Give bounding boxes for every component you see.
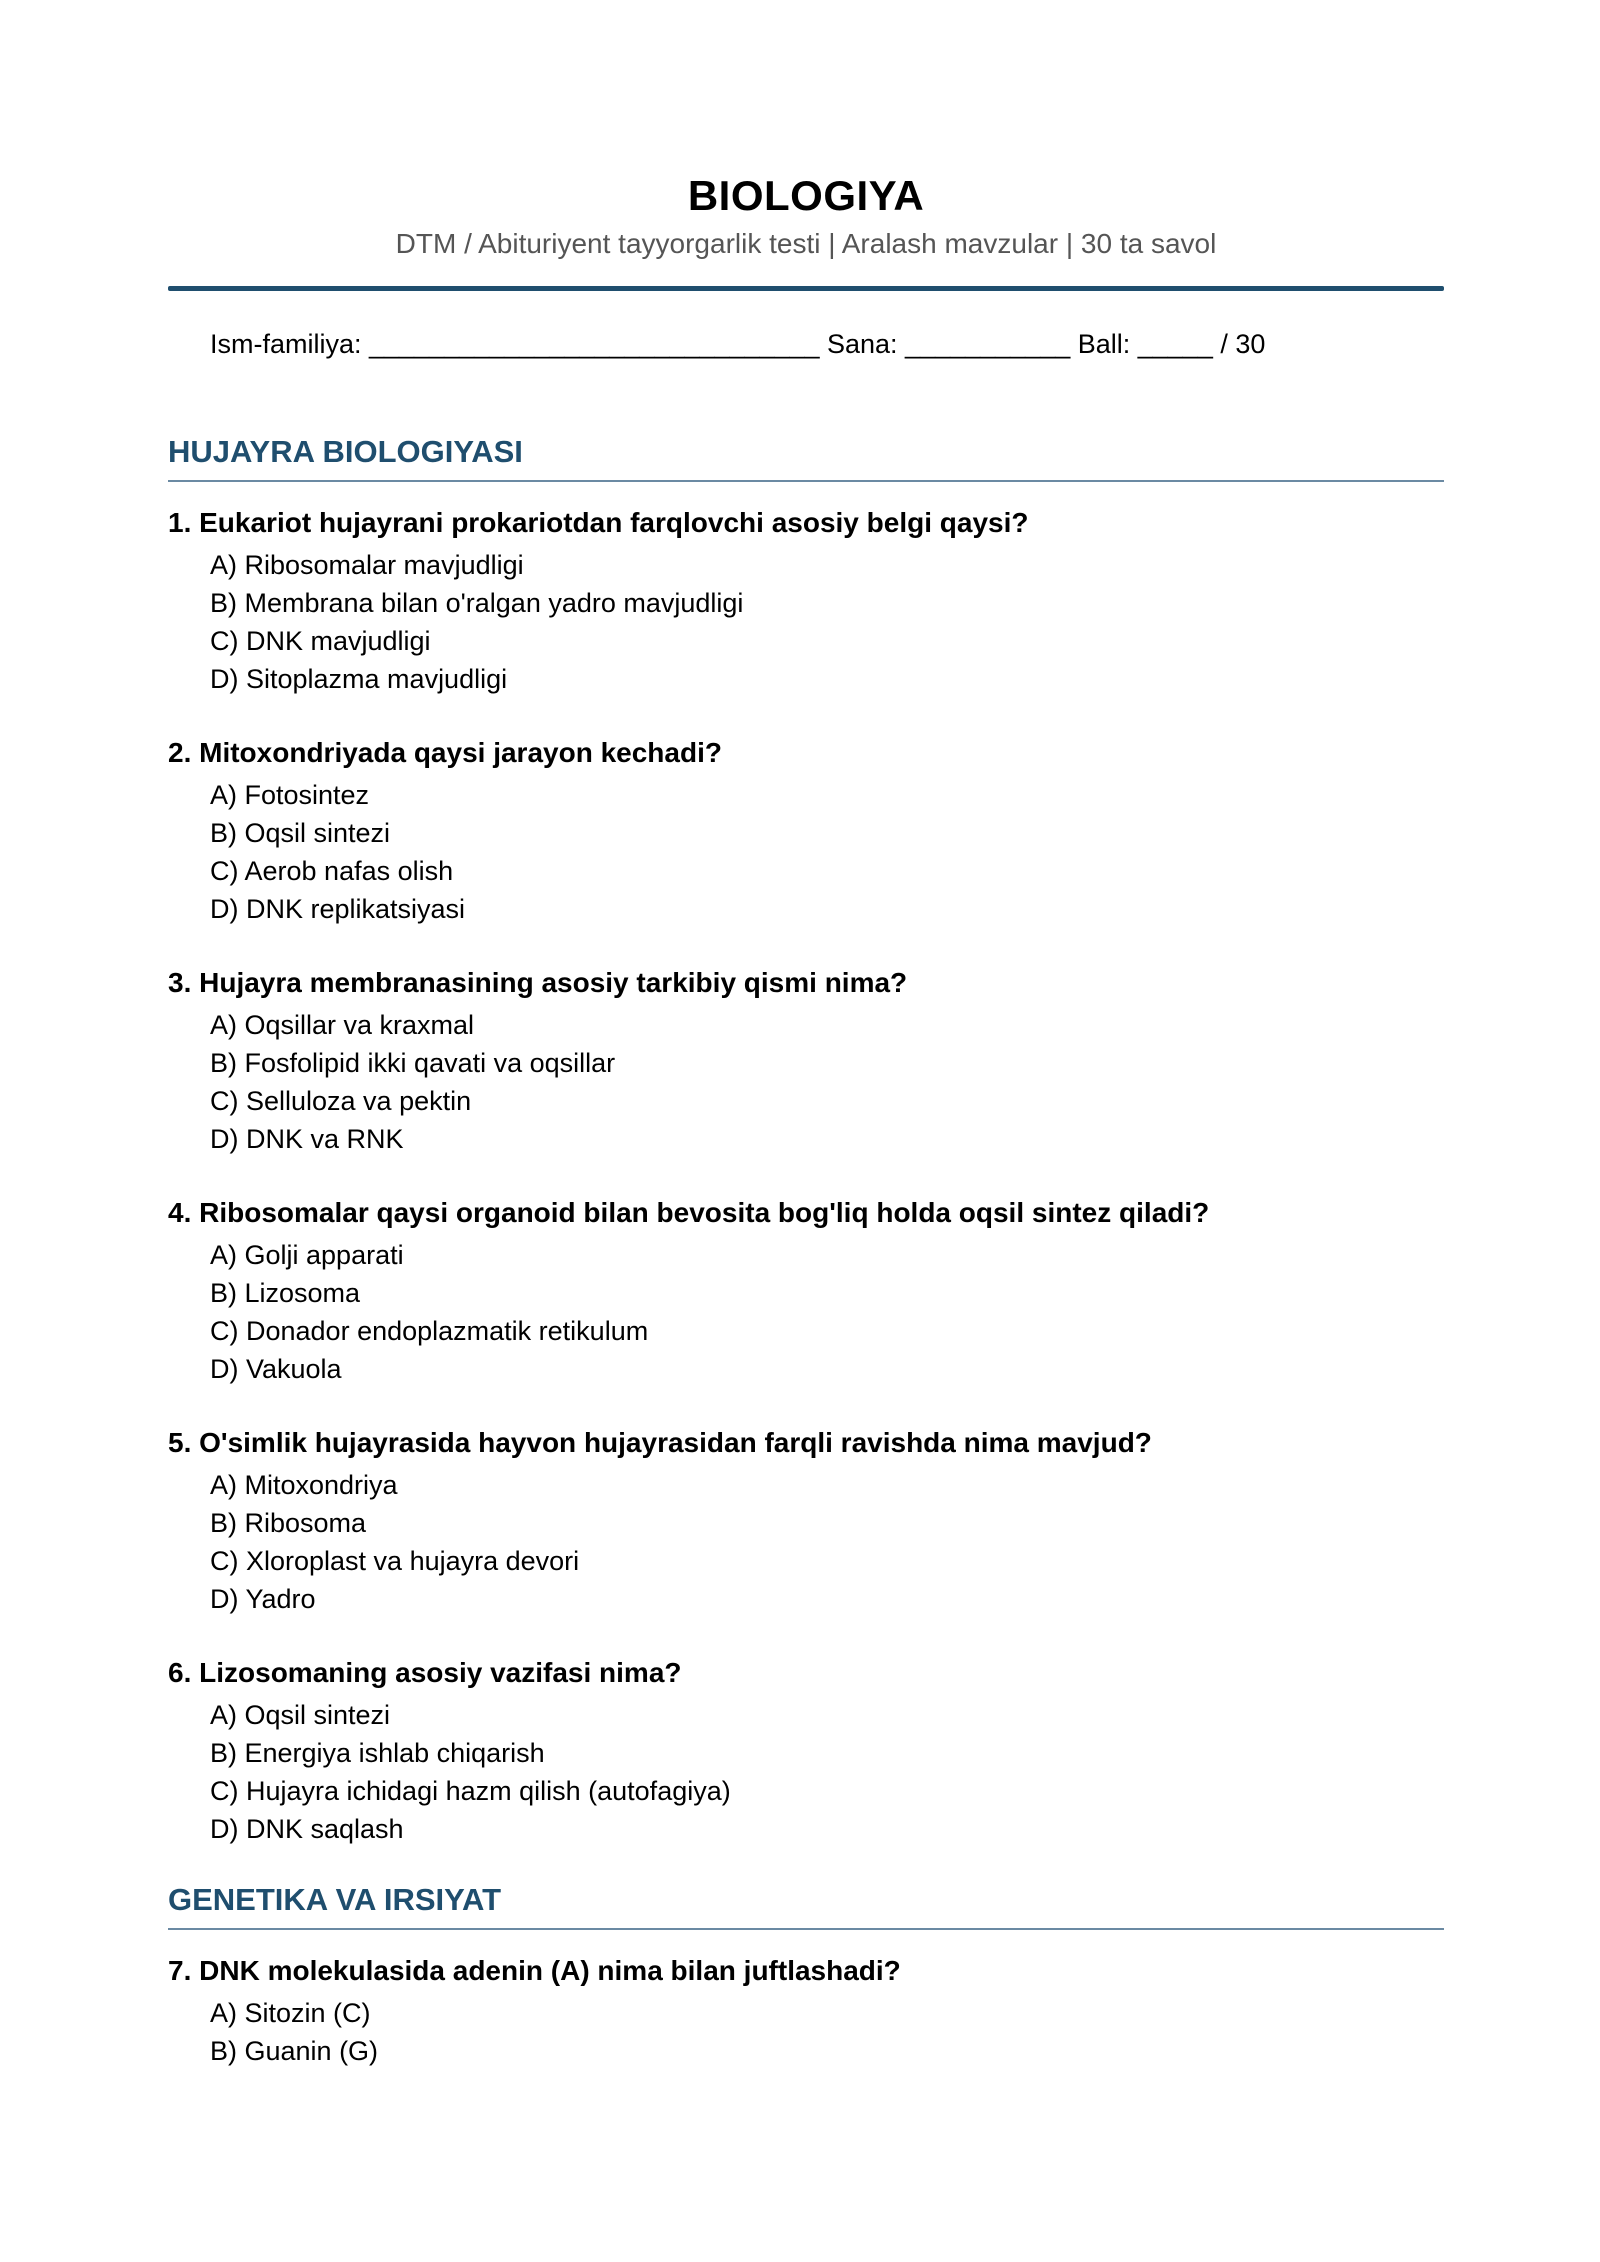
question-text: 6. Lizosomaning asosiy vazifasi nima?: [168, 1657, 682, 1688]
question-6: [168, 1654, 1444, 1848]
option-b: B) Membrana bilan o'ralgan yadro mavjudligi: [210, 588, 744, 618]
option-b: B) Oqsil sintezi: [210, 818, 391, 848]
option-a: A) Oqsil sintezi: [210, 1700, 391, 1730]
question-text: 4. Ribosomalar qaysi organoid bilan bevosita bog'liq holda oqsil sintez qiladi?: [168, 1197, 1210, 1228]
answer-options: [210, 546, 1444, 698]
option-c: C) Donador endoplazmatik retikulum: [210, 1316, 649, 1346]
question-text: 1. Eukariot hujayrani prokariotdan farqlovchi asosiy belgi qaysi?: [168, 507, 1029, 538]
question-3: [168, 964, 1444, 1158]
question-text: 5. O'simlik hujayrasida hayvon hujayrasidan farqli ravishda nima mavjud?: [168, 1427, 1152, 1458]
answer-options: [210, 1006, 1444, 1158]
section-genetics: [168, 1880, 1444, 2070]
option-b: B) Ribosoma: [210, 1508, 367, 1538]
header-divider: [168, 286, 1444, 291]
option-d: D) Sitoplazma mavjudligi: [210, 664, 508, 694]
option-a: A) Oqsillar va kraxmal: [210, 1010, 475, 1040]
answer-options: [210, 1236, 1444, 1388]
section-title: HUJAYRA BIOLOGIYASI: [168, 432, 1444, 482]
option-c: C) Aerob nafas olish: [210, 856, 454, 886]
page-title: BIOLOGIYA: [687, 172, 925, 219]
option-c: C) Hujayra ichidagi hazm qilish (autofagiya): [210, 1776, 731, 1806]
option-a: A) Golji apparati: [210, 1240, 404, 1270]
option-b: B) Fosfolipid ikki qavati va oqsillar: [210, 1048, 616, 1078]
student-info-line: Ism-familiya: ______________________________ Sana: ___________ Ball: _____ / 30: [210, 329, 1266, 359]
question-5: [168, 1424, 1444, 1618]
option-d: D) DNK replikatsiyasi: [210, 894, 466, 924]
option-b: B) Energiya ishlab chiqarish: [210, 1738, 545, 1768]
option-b: B) Lizosoma: [210, 1278, 361, 1308]
option-a: A) Fotosintez: [210, 780, 370, 810]
option-a: A) Mitoxondriya: [210, 1470, 398, 1500]
option-d: D) DNK va RNK: [210, 1124, 404, 1154]
question-1: [168, 504, 1444, 698]
section-title: GENETIKA VA IRSIYAT: [168, 1880, 1444, 1930]
option-c: C) Xloroplast va hujayra devori: [210, 1546, 580, 1576]
option-c: C) Selluloza va pektin: [210, 1086, 472, 1116]
question-2: [168, 734, 1444, 928]
question-text: 7. DNK molekulasida adenin (A) nima bilan juftlashadi?: [168, 1955, 901, 1986]
option-c: C) DNK mavjudligi: [210, 626, 431, 656]
option-a: A) Ribosomalar mavjudligi: [210, 550, 524, 580]
option-a: A) Sitozin (C): [210, 1998, 371, 2028]
option-b: B) Guanin (G): [210, 2036, 379, 2066]
question-4: [168, 1194, 1444, 1388]
page-header: [168, 170, 1444, 262]
answer-options: [210, 776, 1444, 928]
page-subtitle: DTM / Abituriyent tayyorgarlik testi | Aralash mavzular | 30 ta savol: [395, 228, 1217, 259]
answer-options: [210, 1696, 1444, 1848]
option-d: D) Yadro: [210, 1584, 316, 1614]
question-text: 2. Mitoxondriyada qaysi jarayon kechadi?: [168, 737, 722, 768]
option-d: D) Vakuola: [210, 1354, 342, 1384]
question-text: 3. Hujayra membranasining asosiy tarkibiy qismi nima?: [168, 967, 908, 998]
option-d: D) DNK saqlash: [210, 1814, 404, 1844]
section-cell-biology: [168, 432, 1444, 1848]
answer-options: [210, 1994, 1444, 2070]
question-7: [168, 1952, 1444, 2070]
answer-options: [210, 1466, 1444, 1618]
